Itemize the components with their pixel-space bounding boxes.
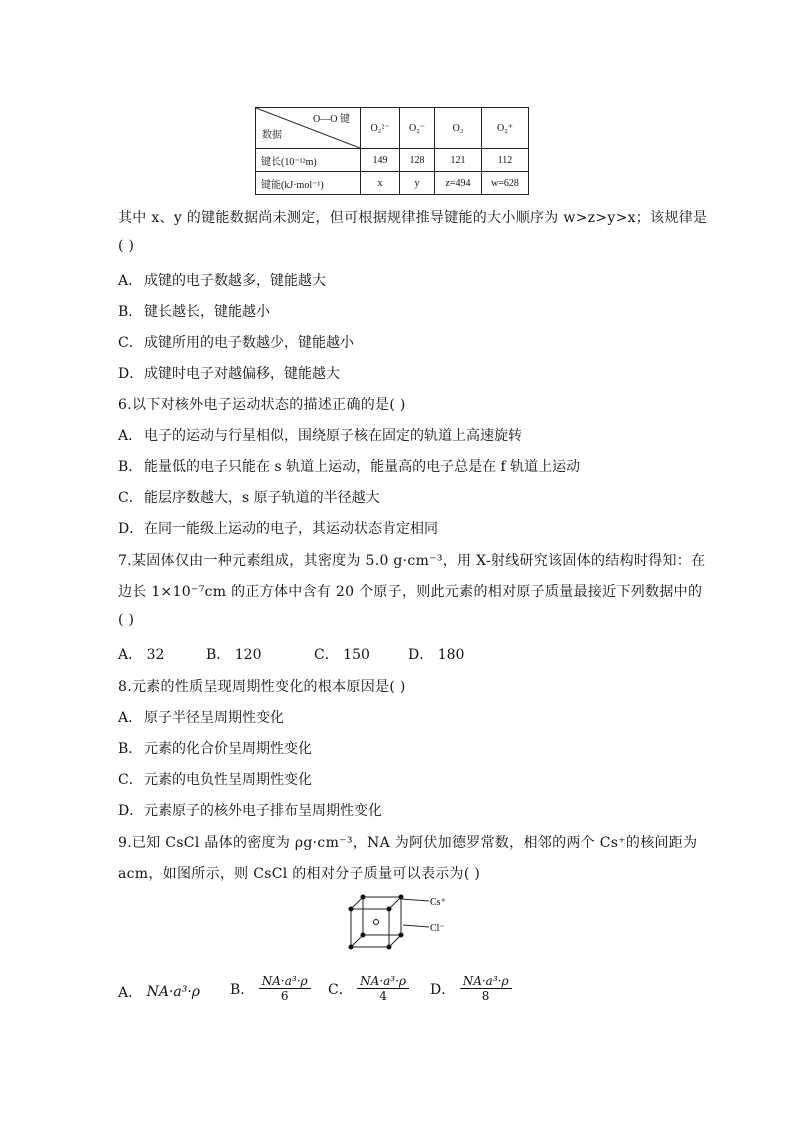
q6-option-d[interactable]: [118, 518, 438, 538]
fraction-denominator: 4: [379, 989, 387, 1003]
q8-option-a[interactable]: [118, 707, 284, 727]
fraction-denominator: 6: [280, 989, 289, 1003]
q9-option-d[interactable]: [430, 974, 512, 1003]
q6-option-c[interactable]: [118, 487, 380, 507]
q7-stem-line1: 7.某固体仅由一种元素组成，其密度为 5.0 g·cm⁻³，用 X-射线研究该固体的结构时得知：在: [118, 553, 706, 569]
q8-stem: 8.元素的性质呈现周期性变化的根本原因是( ): [118, 679, 406, 695]
header-bottom-label: 数据: [262, 130, 282, 141]
q6-option-a[interactable]: [118, 425, 522, 445]
q8-option-c[interactable]: [118, 769, 312, 789]
table-header-diagonal-cell: [256, 108, 361, 149]
table-cell: 121: [435, 149, 482, 172]
q9-stem-line2: acm，如图所示，则 CsCl 的相对分子质量可以表示为( ): [118, 866, 481, 882]
option-label: B．: [230, 981, 255, 998]
option-text: 能层序数越大，s 原子轨道的半径越大: [144, 490, 380, 506]
option-label: B．: [118, 304, 143, 320]
table-cell: 112: [482, 149, 529, 172]
option-text: 电子的运动与行星相似，围绕原子核在固定的轨道上高速旋转: [144, 428, 522, 444]
fraction: [259, 974, 311, 1003]
q7-option-b[interactable]: [206, 644, 261, 664]
option-label: C．: [328, 981, 353, 998]
option-text: 成键的电子数越多，键能越大: [144, 273, 326, 289]
option-text: 120: [234, 647, 262, 663]
q8-option-b[interactable]: [118, 738, 312, 758]
option-label: C．: [118, 335, 143, 351]
q7-option-c[interactable]: [314, 644, 370, 664]
option-text: 元素的电负性呈周期性变化: [144, 772, 312, 788]
q7-stem-line2: 边长 1×10⁻⁷cm 的正方体中含有 20 个原子，则此元素的相对原子质量最接近下列数据中的: [118, 584, 703, 600]
q5-option-c[interactable]: [118, 332, 354, 352]
option-label: C．: [118, 772, 143, 788]
fraction-numerator: NA·a³·ρ: [460, 974, 512, 989]
q5-option-d[interactable]: [118, 363, 340, 383]
option-label: C．: [314, 647, 339, 663]
fraction-numerator: NA·a³·ρ: [357, 974, 409, 989]
option-label: A．: [118, 985, 143, 1001]
option-label: C．: [118, 490, 143, 506]
table-cell: x: [361, 172, 400, 195]
option-label: D．: [118, 521, 144, 537]
cs-label: Cs⁺: [430, 897, 446, 908]
column-header: O₂²⁻: [361, 108, 400, 149]
row-label-bond-energy: 键能(kJ·mol⁻¹): [256, 172, 361, 195]
bond-data-table: [255, 107, 529, 195]
q9-stem-line1: 9.已知 CsCl 晶体的密度为 ρg·cm⁻³，NA 为阿伏加德罗常数，相邻的两个 Cs⁺的核间距为: [118, 835, 698, 851]
q5-text: 其中 x、y 的键能数据尚未测定，但可根据规律推导键能的大小顺序为 w>z>y>x；该规律是: [118, 210, 708, 226]
table-cell: 149: [361, 149, 400, 172]
option-label: A．: [118, 273, 143, 289]
option-text: 原子半径呈周期性变化: [144, 710, 284, 726]
table-cell: z=494: [435, 172, 482, 195]
option-text: NA·a³·ρ: [146, 984, 201, 1000]
row-label-bond-length: 键长(10⁻¹²m): [256, 149, 361, 172]
column-header: O₂⁻: [400, 108, 435, 149]
cscl-unit-cell-figure: [345, 893, 465, 959]
q6-stem: 6.以下对核外电子运动状态的描述正确的是( ): [118, 397, 406, 413]
option-label: D．: [118, 803, 144, 819]
q9-option-b[interactable]: [230, 974, 311, 1003]
q6-option-b[interactable]: [118, 456, 580, 476]
fraction: [357, 974, 409, 1003]
option-label: B．: [118, 459, 143, 475]
option-label: B．: [206, 647, 231, 663]
option-label: A．: [118, 647, 143, 663]
column-header: O₂⁺: [482, 108, 529, 149]
option-text: 元素的化合价呈周期性变化: [144, 741, 312, 757]
header-top-label: O—O 键: [313, 114, 350, 125]
option-text: 键长越长，键能越小: [144, 304, 270, 320]
table-cell: w=628: [482, 172, 529, 195]
option-text: 180: [437, 647, 465, 663]
q7-option-d[interactable]: [408, 644, 464, 664]
q5-option-b[interactable]: [118, 301, 270, 321]
q9-option-c[interactable]: [328, 974, 409, 1003]
q9-option-a[interactable]: [118, 982, 200, 1002]
fraction-denominator: 8: [481, 989, 490, 1003]
table-cell: 128: [400, 149, 435, 172]
table-cell: y: [400, 172, 435, 195]
q5-answer-paren: ( ): [118, 238, 135, 254]
cl-label: Cl⁻: [430, 923, 445, 934]
q5-option-a[interactable]: [118, 270, 326, 290]
option-label: A．: [118, 710, 143, 726]
option-text: 成键时电子对越偏移，键能越大: [144, 366, 340, 382]
option-label: B．: [118, 741, 143, 757]
option-label: A．: [118, 428, 143, 444]
option-text: 元素原子的核外电子排布呈周期性变化: [144, 803, 382, 819]
option-label: D．: [408, 647, 434, 663]
option-text: 能量低的电子只能在 s 轨道上运动，能量高的电子总是在 f 轨道上运动: [144, 459, 581, 475]
q8-option-d[interactable]: [118, 800, 382, 820]
option-text: 成键所用的电子数越少，键能越小: [144, 335, 354, 351]
q7-answer-paren: ( ): [118, 612, 135, 628]
option-label: D．: [430, 981, 456, 998]
option-label: D．: [118, 366, 144, 382]
option-text: 150: [343, 647, 370, 663]
column-header: O₂: [435, 108, 482, 149]
q7-option-a[interactable]: [118, 644, 164, 664]
fraction-numerator: NA·a³·ρ: [259, 974, 311, 989]
option-text: 32: [146, 647, 165, 663]
option-text: 在同一能级上运动的电子，其运动状态肯定相同: [144, 521, 438, 537]
fraction: [460, 974, 512, 1003]
